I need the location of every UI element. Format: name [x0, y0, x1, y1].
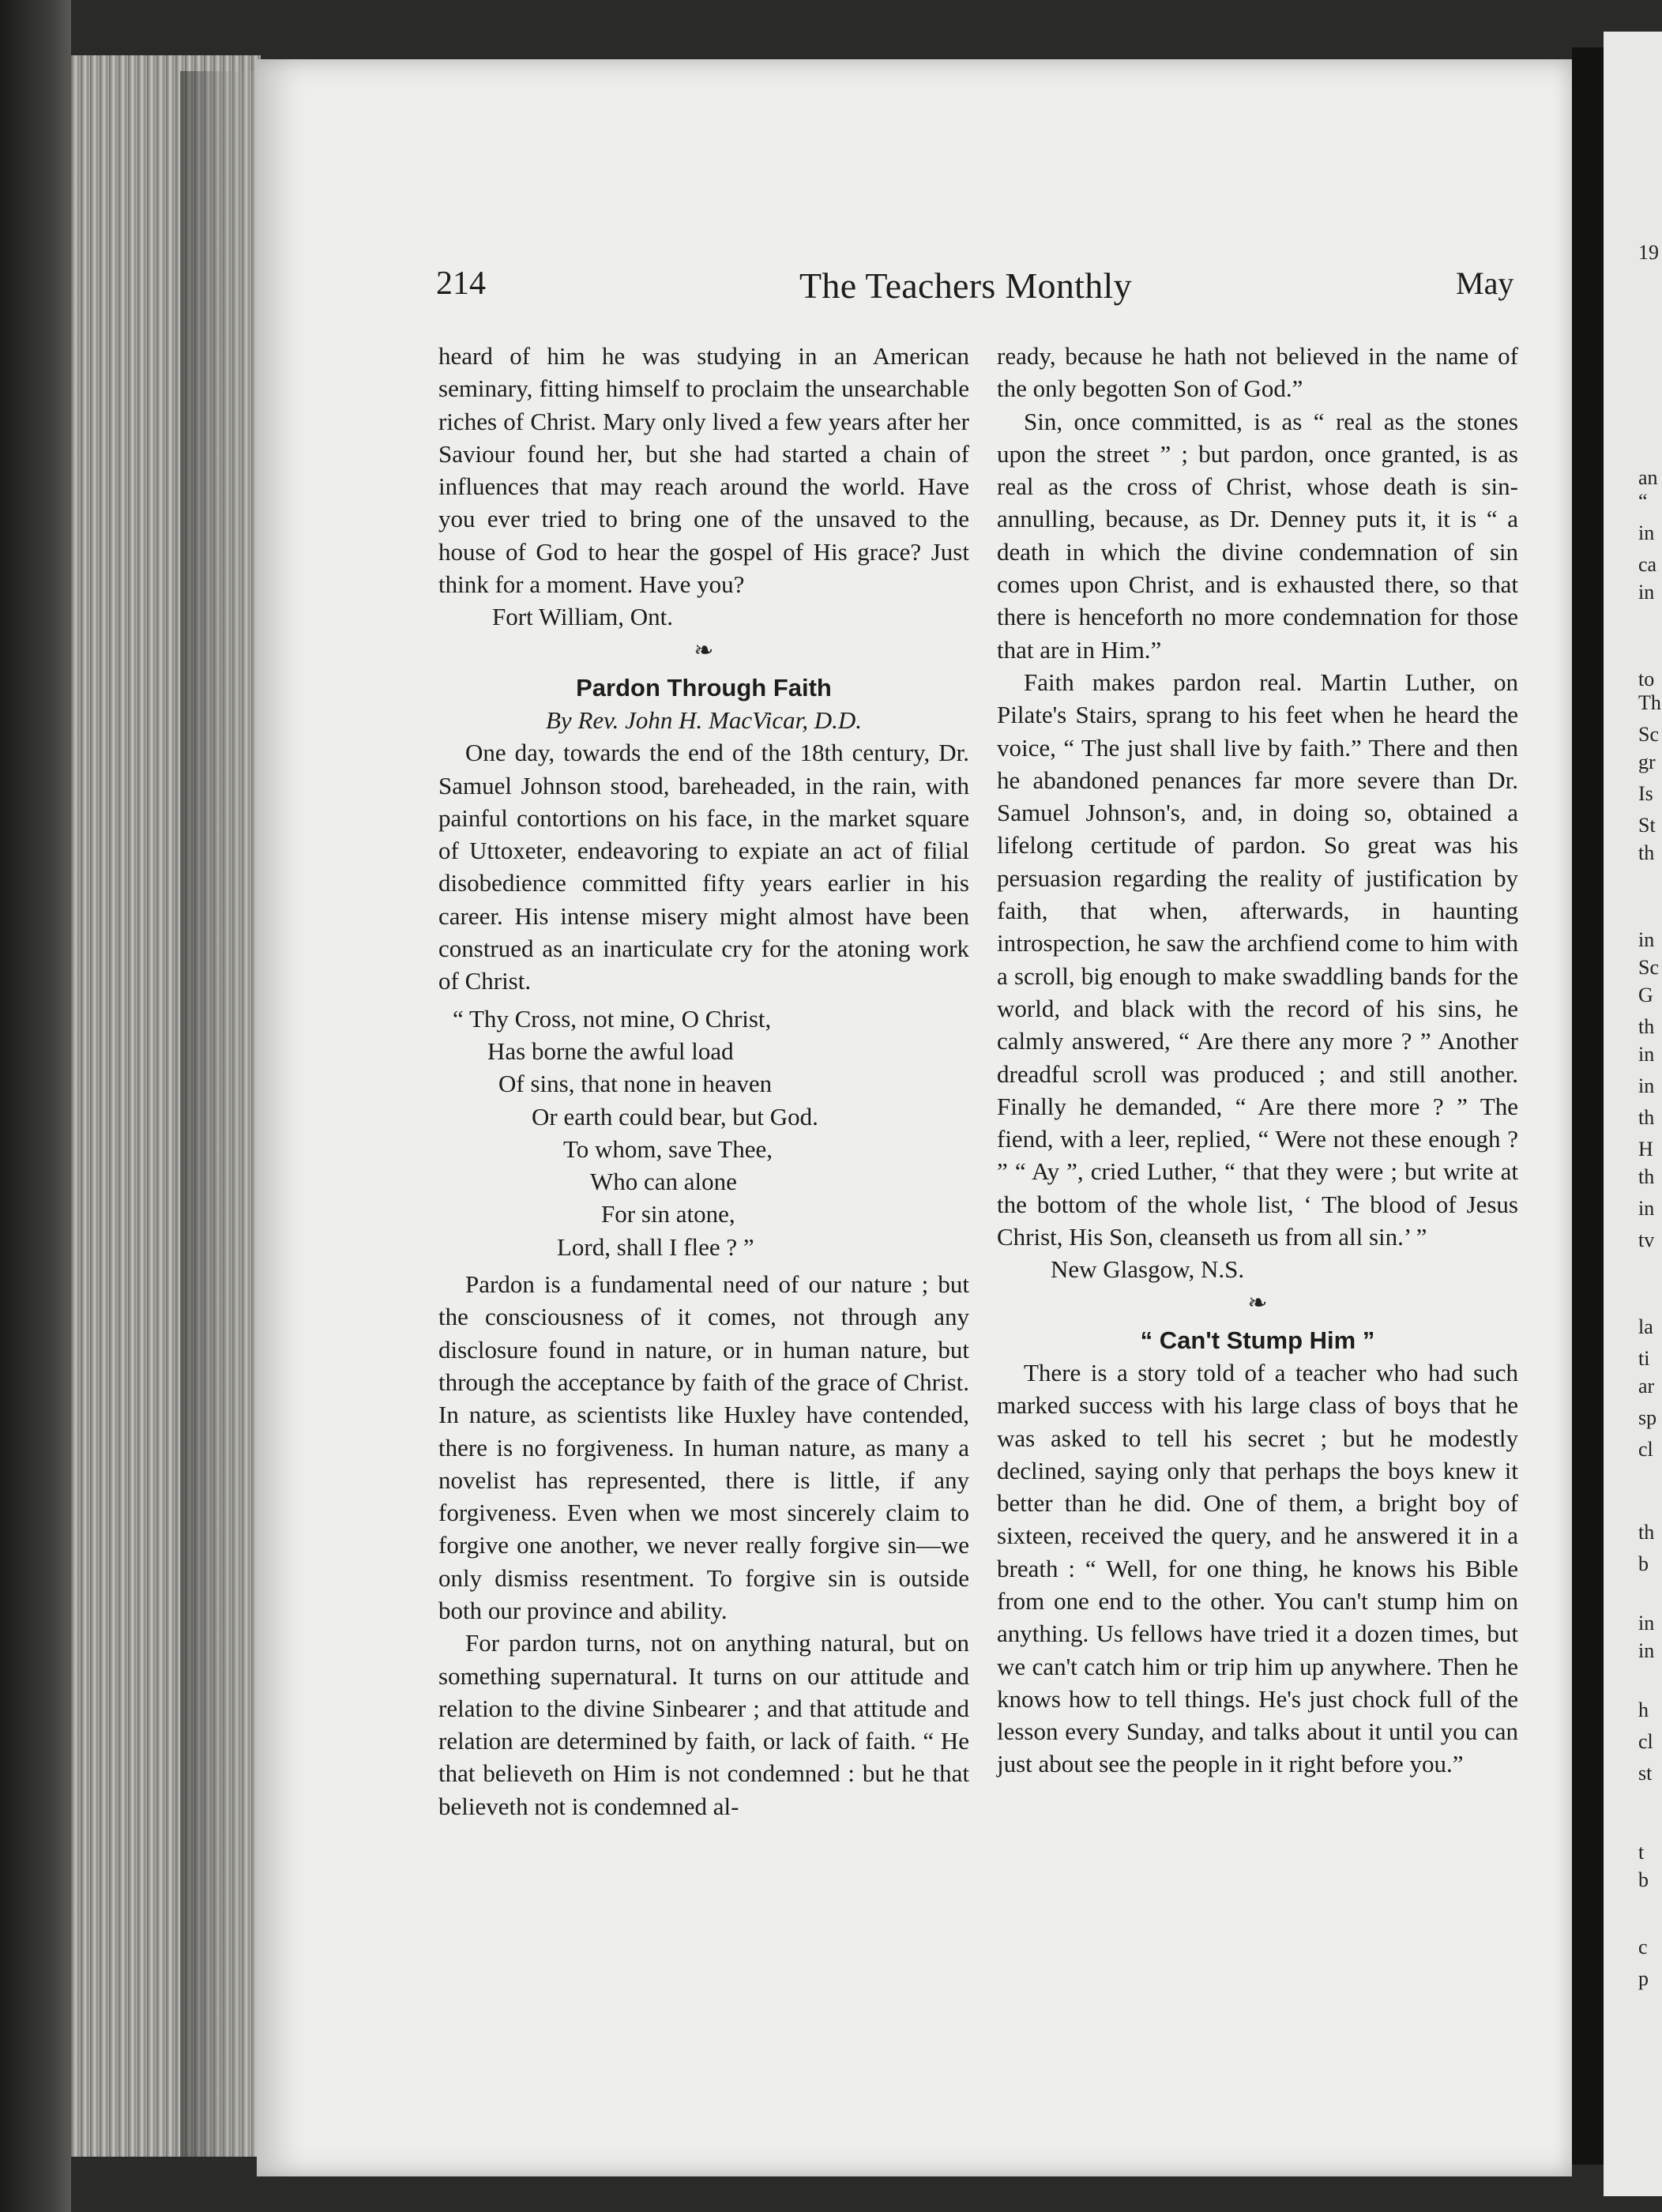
facing-page-text-fragment: th	[1638, 1165, 1655, 1188]
facing-page-text-fragment: sp	[1638, 1406, 1657, 1429]
continued-paragraph: ready, because he hath not believed in the name of the only begotten Son of God.”	[997, 342, 1518, 403]
facing-page-text-fragment: gr	[1638, 750, 1656, 773]
opening-paragraph: heard of him he was studying in an American seminary, fitting himself to proclaim the unsearchable riches of Christ. Mary only lived a few years after her Saviour found her, but she had started a chain of influences that may reach around the world. Have you ever tried to bring one of the unsaved to the house of God to hear the gospel of His grace? Just think for a moment. Have you?	[438, 342, 969, 599]
poem-line: “ Thy Cross, not mine, O Christ,	[453, 1004, 772, 1033]
book-gutter-shadow	[180, 71, 259, 2157]
facing-page-text-fragment: cl	[1638, 1438, 1653, 1461]
facing-page-text-fragment: cl	[1638, 1730, 1653, 1753]
facing-page-text-fragment: st	[1638, 1762, 1653, 1785]
poem-line: Of sins, that none in heaven	[498, 1070, 773, 1098]
running-title: The Teachers Monthly	[799, 265, 1132, 306]
facing-page-text-fragment: G	[1638, 984, 1653, 1006]
facing-page-text-fragment: in	[1638, 1639, 1655, 1662]
right-column	[997, 340, 1518, 1781]
page-fold-shadow	[1572, 47, 1604, 2165]
article-title: “ Can't Stump Him ”	[1140, 1326, 1375, 1354]
fleuron-ornament: ❧	[1247, 1289, 1268, 1316]
facing-page-text-fragment: c	[1638, 1936, 1648, 1958]
facing-page-text-fragment: tv	[1638, 1228, 1655, 1251]
article-paragraph: There is a story told of a teacher who had such marked success with his large class of boys that he was asked to tell his secret ; but he modestly declined, saying only that perhaps the boys knew it better than he did. One of them, a bright boy of sixteen, received the query, and he answered it in a breath : “ Well, for one thing, he knows his Bible from one end to the other. You can't stump him on anything. Us fellows have tried it a dozen times, but we can't catch him or trip him up anywhere. Then he knows how to tell things. He's just chock full of the lesson every Sunday, and talks about it until you can just about see the people in it right before you.”	[997, 1358, 1518, 1778]
facing-page-text-fragment: la	[1638, 1315, 1653, 1338]
poem-line: Who can alone	[590, 1168, 737, 1196]
facing-page-text-fragment: an	[1638, 466, 1658, 489]
facing-page-text-fragment: in	[1638, 1074, 1655, 1097]
article-paragraph: Faith makes pardon real. Martin Luther, on Pilate's Stairs, sprang to his feet when he heard the voice, “ The just shall live by faith.” There and then he abandoned penances far more severe than Dr. Samuel Johnson's, and, in doing so, obtained a lifelong certitude of pardon. So great was his persuasion regarding the reality of justification by faith, that when, afterwards, in haunting introspection, he saw the archfiend come to him with a scroll, big enough to make swaddling bands for the world, and black with the record of his sins, he calmly answered, “ Are there any more ? ” Another dreadful scroll was produced ; and still another. Finally he demanded, “ Are there more ? ” The fiend, with a leer, replied, “ Were not these enough ? ” “ Ay ”, cried Luther, “ that they were ; but write at the bottom of the whole list, ‘ The blood of Jesus Christ, His Son, cleanseth us from all sin.’ ”	[997, 668, 1518, 1251]
facing-page-text-fragment: p	[1638, 1967, 1649, 1990]
facing-page-text-fragment: in	[1638, 581, 1655, 604]
article-byline: By Rev. John H. MacVicar, D.D.	[546, 705, 862, 734]
facing-page-text-fragment: Th	[1638, 691, 1661, 714]
running-month: May	[1456, 265, 1514, 301]
facing-page-text-fragment: St	[1638, 814, 1656, 837]
poem-line: Has borne the awful load	[487, 1036, 734, 1065]
poem-line: For sin atone,	[601, 1200, 735, 1228]
facing-page-text-fragment: in	[1638, 1612, 1655, 1635]
facing-page-text-fragment: in	[1638, 521, 1655, 544]
facing-page-text-fragment: in	[1638, 1197, 1655, 1220]
facing-page-text-fragment: th	[1638, 841, 1655, 864]
facing-page-text-fragment: th	[1638, 1015, 1655, 1038]
facing-page-text-fragment: ar	[1638, 1375, 1655, 1398]
facing-page-text-fragment: in	[1638, 1043, 1655, 1066]
signoff-location: Fort William, Ont.	[492, 603, 673, 631]
facing-page-text-fragment: in	[1638, 928, 1655, 951]
fleuron-ornament: ❧	[694, 637, 714, 664]
article-paragraph: Pardon is a fundamental need of our nature ; but the consciousness of it comes, not through any disclosure found in nature, or in human nature, but through the acceptance by faith of the grace of Christ. In nature, as scientists like Huxley have contended, there is no forgiveness. In human nature, as many a novelist has represented, there is little, if any forgiveness. Even when we most sincerely claim to forgive one another, we never really forgive sin—we only dismiss resentment. To forgive sin is outside both our province and ability.	[438, 1270, 969, 1624]
article-title: Pardon Through Faith	[576, 673, 832, 702]
page-number: 214	[436, 265, 486, 302]
scan-background-left	[0, 0, 71, 2212]
facing-page-text-fragment: ca	[1638, 553, 1657, 576]
facing-page-text-fragment: “	[1638, 490, 1648, 513]
article-paragraph: One day, towards the end of the 18th century, Dr. Samuel Johnson stood, bareheaded, in the rain, with painful contortions on his face, in the market square of Uttoxeter, endeavoring to expiate an act of filial disobedience committed fifty years earlier in his career. His intense misery might almost have been construed as an inarticulate cry for the atoning work of Christ.	[438, 739, 969, 995]
facing-page-text-fragment: t	[1638, 1841, 1645, 1864]
article-paragraph: For pardon turns, not on anything natural, but on something supernatural. It turns on our attitude and relation to the divine Sinbearer ; and that attitude and relation are determined by faith, or lack of faith. “ He that believeth on Him is not condemned : but he that believeth not is condemned al-	[438, 1629, 969, 1820]
facing-page-text-fragment: h	[1638, 1698, 1649, 1721]
facing-page-text-fragment: Sc	[1638, 723, 1659, 746]
facing-page-fragment	[1604, 32, 1662, 2196]
facing-page-text-fragment: H	[1638, 1138, 1653, 1161]
poem-line: Lord, shall I flee ? ”	[557, 1232, 754, 1261]
facing-page-text-fragment: b	[1638, 1868, 1649, 1891]
facing-page-text-fragment: Sc	[1638, 956, 1659, 979]
poem-line: To whom, save Thee,	[563, 1134, 773, 1163]
left-column	[438, 340, 969, 1823]
facing-page-text-fragment: Is	[1638, 782, 1653, 805]
signoff-location: New Glasgow, N.S.	[1051, 1255, 1245, 1284]
facing-page-text-fragment: ti	[1638, 1347, 1650, 1370]
facing-page-text-fragment: th	[1638, 1106, 1655, 1129]
article-paragraph: Sin, once committed, is as “ real as the stones upon the street ” ; but pardon, once granted, is as real as the cross of Christ, whose death is sin-annulling, because, as Dr. Denney puts it, it is “ a death in which the divine condemnation of sin comes upon Christ, and is exhausted there, so that there is henceforth no more condemnation for those that are in Him.”	[997, 407, 1518, 664]
facing-page-text-fragment: to	[1638, 668, 1655, 690]
facing-page-text-fragment: b	[1638, 1552, 1649, 1575]
poem	[438, 1003, 969, 1263]
facing-page-text-fragment: 19	[1638, 241, 1659, 264]
poem-line: Or earth could bear, but God.	[532, 1102, 818, 1130]
facing-page-text-fragment: th	[1638, 1521, 1655, 1544]
